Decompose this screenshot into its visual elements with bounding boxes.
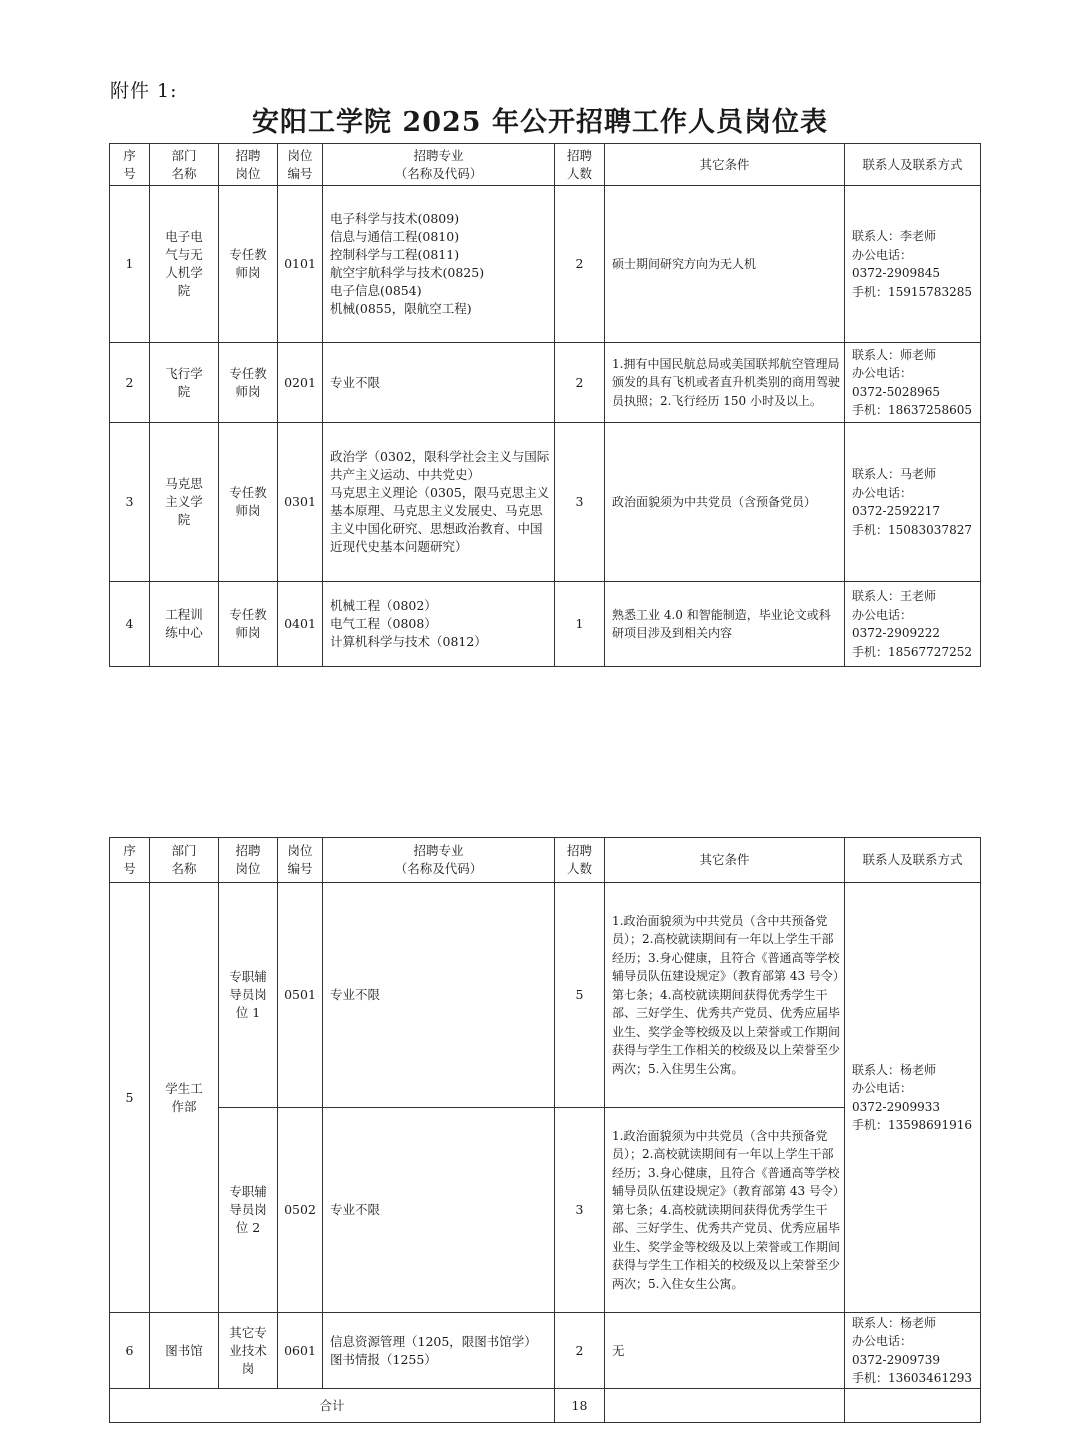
cell-majors: 专业不限 bbox=[323, 883, 555, 1108]
cell-contact: 联系人：杨老师 办公电话： 0372-2909739 手机：13603461293 bbox=[845, 1313, 981, 1389]
table-row bbox=[110, 423, 981, 582]
header-seq: 序 号 bbox=[110, 144, 150, 186]
header-post: 招聘 岗位 bbox=[219, 838, 278, 883]
cell-contact: 联系人：师老师 办公电话： 0372-5028965 手机：18637258605 bbox=[845, 343, 981, 423]
attachment-label: 附件 1: bbox=[110, 80, 178, 102]
cell-dept: 电子电气与无人机学院 bbox=[150, 186, 219, 343]
cell-dept: 学生工作部 bbox=[150, 883, 219, 1313]
cell-contact: 联系人：王老师 办公电话： 0372-2909222 手机：18567727252 bbox=[845, 582, 981, 667]
cell-post: 专任教师岗 bbox=[219, 343, 278, 423]
total-count: 18 bbox=[555, 1389, 605, 1423]
page-title: 安阳工学院 2025 年公开招聘工作人员岗位表 bbox=[252, 107, 828, 138]
cell-count: 2 bbox=[555, 343, 605, 423]
total-empty-cell bbox=[845, 1389, 981, 1423]
table-row bbox=[110, 186, 981, 343]
cell-majors: 专业不限 bbox=[323, 343, 555, 423]
cell-code: 0401 bbox=[278, 582, 323, 667]
table-header-row bbox=[110, 144, 981, 186]
cell-post: 其它专业技术岗 bbox=[219, 1313, 278, 1389]
cell-count: 2 bbox=[555, 186, 605, 343]
cell-majors: 机械工程（0802） 电气工程（0808） 计算机科学与技术（0812） bbox=[323, 582, 555, 667]
cell-count: 3 bbox=[555, 423, 605, 582]
header-count: 招聘 人数 bbox=[555, 144, 605, 186]
cell-count: 2 bbox=[555, 1313, 605, 1389]
positions-table-1 bbox=[109, 143, 981, 667]
cell-conditions: 1.政治面貌须为中共党员（含中共预备党员）；2.高校就读期间有一年以上学生干部经历；3.身心健康，且符合《普通高等学校辅导员队伍建设规定》（教育部第 43 号令）第七条；4.高校就读期间获得优秀学生干部、三好学生、优秀共产党员、优秀应届毕业生、奖学金等校级及以上荣誉或工作期间获得与学生工作相关的校级及以上荣誉至少两次；5.入住女生公寓。 bbox=[605, 1108, 845, 1313]
cell-post: 专任教师岗 bbox=[219, 423, 278, 582]
total-empty-cell bbox=[605, 1389, 845, 1423]
table-header-row bbox=[110, 838, 981, 883]
header-code: 岗位 编号 bbox=[278, 144, 323, 186]
header-seq: 序 号 bbox=[110, 838, 150, 883]
cell-seq: 4 bbox=[110, 582, 150, 667]
cell-count: 1 bbox=[555, 582, 605, 667]
header-contact: 联系人及联系方式 bbox=[845, 144, 981, 186]
header-dept: 部门 名称 bbox=[150, 838, 219, 883]
cell-majors: 信息资源管理（1205，限图书馆学） 图书情报（1255） bbox=[323, 1313, 555, 1389]
cell-code: 0201 bbox=[278, 343, 323, 423]
cell-post: 专任教师岗 bbox=[219, 186, 278, 343]
cell-code: 0101 bbox=[278, 186, 323, 343]
cell-seq: 2 bbox=[110, 343, 150, 423]
cell-contact: 联系人：马老师 办公电话： 0372-2592217 手机：15083037827 bbox=[845, 423, 981, 582]
cell-conditions: 政治面貌须为中共党员（含预备党员） bbox=[605, 423, 845, 582]
cell-contact: 联系人：李老师 办公电话： 0372-2909845 手机：15915783285 bbox=[845, 186, 981, 343]
cell-code: 0601 bbox=[278, 1313, 323, 1389]
cell-code: 0301 bbox=[278, 423, 323, 582]
header-conditions: 其它条件 bbox=[605, 144, 845, 186]
total-row bbox=[110, 1389, 981, 1423]
cell-count: 3 bbox=[555, 1108, 605, 1313]
header-dept: 部门 名称 bbox=[150, 144, 219, 186]
cell-count: 5 bbox=[555, 883, 605, 1108]
cell-seq: 1 bbox=[110, 186, 150, 343]
cell-conditions: 无 bbox=[605, 1313, 845, 1389]
cell-conditions: 1.拥有中国民航总局或美国联邦航空管理局颁发的具有飞机或者直升机类别的商用驾驶员执照；2.飞行经历 150 小时及以上。 bbox=[605, 343, 845, 423]
cell-contact: 联系人：杨老师 办公电话： 0372-2909933 手机：13598691916 bbox=[845, 883, 981, 1313]
cell-conditions: 1.政治面貌须为中共党员（含中共预备党员）；2.高校就读期间有一年以上学生干部经历；3.身心健康，且符合《普通高等学校辅导员队伍建设规定》（教育部第 43 号令）第七条；4.高校就读期间获得优秀学生干部、三好学生、优秀共产党员、优秀应届毕业生、奖学金等校级及以上荣誉或工作期间获得与学生工作相关的校级及以上荣誉至少两次；5.入住男生公寓。 bbox=[605, 883, 845, 1108]
cell-dept: 马克思主义学院 bbox=[150, 423, 219, 582]
header-major: 招聘专业 （名称及代码） bbox=[323, 144, 555, 186]
header-post: 招聘 岗位 bbox=[219, 144, 278, 186]
cell-conditions: 熟悉工业 4.0 和智能制造，毕业论文或科研项目涉及到相关内容 bbox=[605, 582, 845, 667]
cell-code: 0501 bbox=[278, 883, 323, 1108]
header-code: 岗位 编号 bbox=[278, 838, 323, 883]
cell-dept: 图书馆 bbox=[150, 1313, 219, 1389]
table-row bbox=[110, 343, 981, 423]
cell-seq: 3 bbox=[110, 423, 150, 582]
cell-majors: 政治学（0302，限科学社会主义与国际共产主义运动、中共党史） 马克思主义理论（0305，限马克思主义基本原理、马克思主义发展史、马克思主义中国化研究、思想政治教育、中国近现代史基本问题研究） bbox=[323, 423, 555, 582]
cell-code: 0502 bbox=[278, 1108, 323, 1313]
cell-majors: 专业不限 bbox=[323, 1108, 555, 1313]
header-count: 招聘 人数 bbox=[555, 838, 605, 883]
cell-majors: 电子科学与技术(0809) 信息与通信工程(0810) 控制科学与工程(0811) 航空宇航科学与技术(0825) 电子信息(0854) 机械(0855，限航空工程) bbox=[323, 186, 555, 343]
cell-seq: 6 bbox=[110, 1313, 150, 1389]
table-row bbox=[110, 582, 981, 667]
table-row bbox=[110, 1313, 981, 1389]
cell-dept: 工程训练中心 bbox=[150, 582, 219, 667]
header-conditions: 其它条件 bbox=[605, 838, 845, 883]
cell-post: 专职辅导员岗位 1 bbox=[219, 883, 278, 1108]
positions-table-2 bbox=[109, 837, 981, 1423]
header-contact: 联系人及联系方式 bbox=[845, 838, 981, 883]
cell-conditions: 硕士期间研究方向为无人机 bbox=[605, 186, 845, 343]
header-major: 招聘专业 （名称及代码） bbox=[323, 838, 555, 883]
table-row bbox=[110, 883, 981, 1108]
cell-post: 专职辅导员岗位 2 bbox=[219, 1108, 278, 1313]
cell-seq: 5 bbox=[110, 883, 150, 1313]
cell-post: 专任教师岗 bbox=[219, 582, 278, 667]
cell-dept: 飞行学院 bbox=[150, 343, 219, 423]
total-label: 合计 bbox=[110, 1389, 555, 1423]
